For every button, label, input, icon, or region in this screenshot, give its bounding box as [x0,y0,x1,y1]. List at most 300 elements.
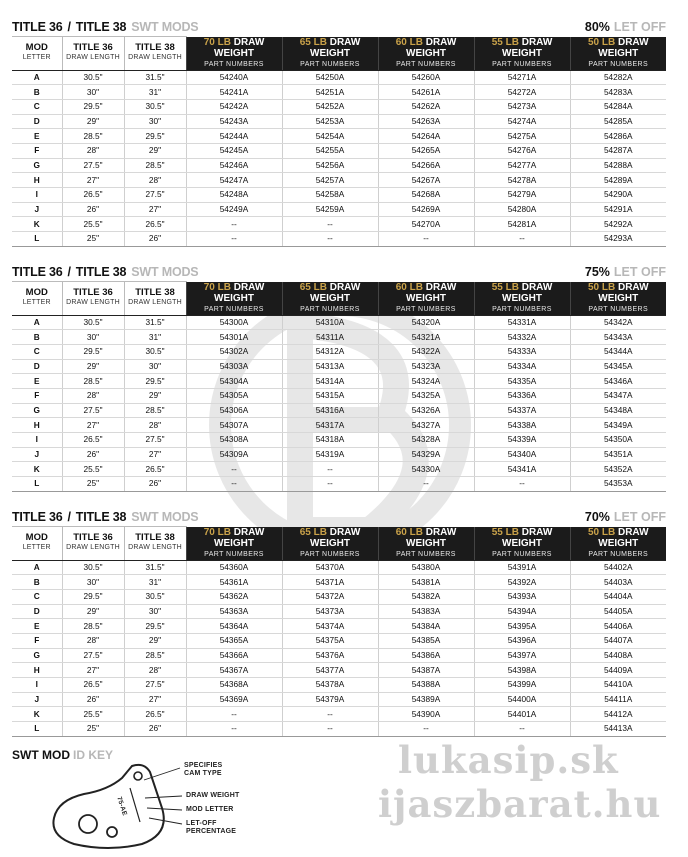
title38-length-cell: 30.5" [124,99,186,114]
table-row [12,359,666,374]
title36-length-cell: 30" [62,575,124,590]
draw-weight-label: DRAW WEIGHT [310,36,361,59]
section-header [12,261,666,281]
part-number-cell: 54240A [186,70,282,85]
part-number-cell: 54270A [378,217,474,232]
part-number-cell: -- [282,477,378,492]
table-row [12,129,666,144]
part-number-cell: 54360A [186,560,282,575]
header-title36-length [62,282,124,316]
part-number-cell: 54409A [570,663,666,678]
part-number-cell: 54292A [570,217,666,232]
part-number-cell: 54266A [378,158,474,173]
title36-length-cell: 29.5" [62,99,124,114]
part-number-cell: 54325A [378,388,474,403]
letoff-label: LET OFF [613,510,666,524]
draw-weight-value: 65 LB [299,36,327,48]
part-number-cell: 54338A [474,418,570,433]
draw-weight-value: 55 LB [491,526,519,538]
part-number-cell: 54404A [570,589,666,604]
part-number-cell: 54310A [282,315,378,330]
part-number-cell: 54312A [282,344,378,359]
title36-length-cell: 26.5" [62,433,124,448]
section-title [12,20,198,34]
part-number-cell: 54285A [570,114,666,129]
part-number-cell: 54323A [378,359,474,374]
part-number-cell: 54390A [378,707,474,722]
part-number-cell: 54343A [570,330,666,345]
title-38: TITLE 38 [75,265,127,279]
part-number-cell: -- [186,707,282,722]
part-number-cell: 54337A [474,403,570,418]
header-title36-length [62,37,124,71]
table-row [12,232,666,247]
part-number-cell: 54395A [474,619,570,634]
title36-length-cell: 30.5" [62,70,124,85]
part-number-cell: 54334A [474,359,570,374]
part-number-cell: 54398A [474,663,570,678]
part-number-cell: 54307A [186,418,282,433]
part-number-cell: -- [282,232,378,247]
part-number-cell: 54410A [570,678,666,693]
part-number-cell: -- [282,462,378,477]
part-number-cell: 54351A [570,447,666,462]
title36-length-cell: 27.5" [62,158,124,173]
draw-weight-label: DRAW WEIGHT [406,281,457,304]
draw-weight-label: DRAW WEIGHT [214,36,265,59]
title36-length-cell: 28.5" [62,374,124,389]
title38-length-cell: 30.5" [124,344,186,359]
table-row [12,114,666,129]
title-slash: / [67,20,71,34]
part-number-cell: 54273A [474,99,570,114]
header-draw-weight [186,282,282,316]
header-mod-letter-label: MOD [25,287,48,299]
title38-length-cell: 26" [124,722,186,737]
part-numbers-label: PART NUMBERS [492,305,552,313]
title36-length-cell: 25.5" [62,707,124,722]
mod-letter-cell: B [12,85,62,100]
part-number-cell: 54381A [378,575,474,590]
part-number-table [12,526,666,737]
draw-weight-value: 60 LB [395,281,423,293]
part-number-cell: 54259A [282,202,378,217]
part-number-cell: 54347A [570,388,666,403]
part-number-cell: 54402A [570,560,666,575]
part-number-cell: 54280A [474,202,570,217]
letoff-label: LET OFF [613,20,666,34]
part-number-cell: -- [474,722,570,737]
section-title [12,510,198,524]
part-numbers-label: PART NUMBERS [204,305,264,313]
title36-length-cell: 26" [62,692,124,707]
part-number-cell: 54305A [186,388,282,403]
part-number-cell: 54397A [474,648,570,663]
letoff-badge [585,510,666,524]
part-number-cell: 54315A [282,388,378,403]
draw-weight-value: 60 LB [395,36,423,48]
part-number-cell: 54341A [474,462,570,477]
part-number-cell: 54384A [378,619,474,634]
title36-length-cell: 25" [62,722,124,737]
table-row [12,692,666,707]
part-number-cell: 54291A [570,202,666,217]
mod-letter-cell: I [12,188,62,203]
title36-length-cell: 27.5" [62,648,124,663]
title36-length-cell: 27" [62,418,124,433]
header-draw-weight [186,37,282,71]
mod-letter-cell: H [12,418,62,433]
part-number-cell: 54303A [186,359,282,374]
part-number-cell: 54261A [378,85,474,100]
part-number-cell: 54302A [186,344,282,359]
draw-weight-value: 70 LB [203,36,231,48]
title36-length-cell: 26.5" [62,188,124,203]
part-number-cell: -- [282,217,378,232]
part-number-cell: 54246A [186,158,282,173]
table-header-row [12,282,666,316]
part-number-cell: 54340A [474,447,570,462]
draw-weight-label: DRAW WEIGHT [598,36,649,59]
swt-mods-label: SWT MODS [131,510,199,524]
table-row [12,678,666,693]
title36-length-cell: 25.5" [62,217,124,232]
part-number-cell: 54408A [570,648,666,663]
part-number-cell: 54368A [186,678,282,693]
mod-letter-cell: F [12,388,62,403]
part-number-cell: 54388A [378,678,474,693]
part-number-cell: -- [186,232,282,247]
part-number-cell: 54293A [570,232,666,247]
header-title38-length-label: TITLE 38 [135,287,175,299]
part-numbers-label: PART NUMBERS [396,60,456,68]
part-numbers-label: PART NUMBERS [204,60,264,68]
part-numbers-label: PART NUMBERS [588,60,649,68]
table-row [12,173,666,188]
mod-letter-cell: H [12,663,62,678]
part-number-cell: 54405A [570,604,666,619]
part-number-cell: 54385A [378,633,474,648]
part-number-table [12,36,666,247]
swt-mods-label: SWT MODS [131,20,199,34]
part-number-cell: 54322A [378,344,474,359]
table-row [12,374,666,389]
title38-length-cell: 27" [124,202,186,217]
part-number-cell: 54264A [378,129,474,144]
part-number-cell: 54263A [378,114,474,129]
table-row [12,143,666,158]
title-slash: / [67,510,71,524]
key-title-strong: SWT MOD [12,748,70,762]
part-number-cell: 54394A [474,604,570,619]
part-number-cell: 54243A [186,114,282,129]
part-number-cell: 54382A [378,589,474,604]
part-number-cell: 54342A [570,315,666,330]
part-number-cell: 54380A [378,560,474,575]
draw-weight-value: 50 LB [587,526,616,538]
part-number-cell: -- [282,707,378,722]
part-number-cell: 54256A [282,158,378,173]
title38-length-cell: 26" [124,477,186,492]
draw-weight-value: 55 LB [491,36,519,48]
title36-length-cell: 25" [62,232,124,247]
table-row [12,388,666,403]
part-numbers-label: PART NUMBERS [204,550,264,558]
mod-letter-cell: A [12,315,62,330]
mod-letter-cell: L [12,722,62,737]
part-number-cell: -- [186,722,282,737]
part-number-cell: 54306A [186,403,282,418]
part-number-cell: 54329A [378,447,474,462]
table-row [12,202,666,217]
header-title36-length-sublabel: DRAW LENGTH [66,54,120,62]
header-title38-length-label: TITLE 38 [135,532,175,544]
title38-length-cell: 29" [124,633,186,648]
mod-letter-cell: K [12,462,62,477]
draw-weight-label: DRAW WEIGHT [214,526,265,549]
part-number-cell: 54274A [474,114,570,129]
letoff-percent: 75% [584,265,610,279]
part-number-table [12,281,666,492]
header-mod-letter-label: MOD [25,532,48,544]
header-mod-letter-label: MOD [25,42,48,54]
header-title38-length [124,282,186,316]
part-number-cell: 54250A [282,70,378,85]
part-number-cell: -- [282,722,378,737]
title38-length-cell: 29.5" [124,129,186,144]
header-mod-letter [12,527,62,561]
draw-weight-value: 55 LB [491,281,519,293]
part-number-cell: 54387A [378,663,474,678]
cam-diagram [12,748,312,853]
mod-letter-cell: J [12,447,62,462]
part-number-cell: 54278A [474,173,570,188]
part-number-cell: 54304A [186,374,282,389]
table-row [12,604,666,619]
title38-length-cell: 31" [124,330,186,345]
part-number-cell: -- [378,722,474,737]
part-number-cell: 54301A [186,330,282,345]
table-row [12,722,666,737]
part-number-cell: 54350A [570,433,666,448]
draw-weight-label: DRAW WEIGHT [502,526,553,549]
part-number-cell: 54393A [474,589,570,604]
part-number-cell: 54363A [186,604,282,619]
title36-length-cell: 26" [62,202,124,217]
part-number-cell: 54251A [282,85,378,100]
part-number-cell: 54396A [474,633,570,648]
header-draw-weight [186,527,282,561]
table-row [12,619,666,634]
mod-letter-cell: C [12,99,62,114]
title38-length-cell: 28" [124,173,186,188]
header-draw-weight [474,37,570,71]
mod-letter-cell: E [12,619,62,634]
part-number-cell: 54370A [282,560,378,575]
title38-length-cell: 27.5" [124,188,186,203]
draw-weight-label: DRAW WEIGHT [406,526,457,549]
part-number-cell: 54386A [378,648,474,663]
part-number-cell: 54366A [186,648,282,663]
title36-length-cell: 30.5" [62,315,124,330]
title36-length-cell: 27" [62,173,124,188]
header-title36-length-label: TITLE 36 [73,287,113,299]
mod-letter-cell: G [12,648,62,663]
mod-letter-cell: F [12,633,62,648]
header-title36-length-label: TITLE 36 [73,42,113,54]
part-number-cell: 54275A [474,129,570,144]
part-number-cell: 54242A [186,99,282,114]
part-number-cell: 54365A [186,633,282,648]
draw-weight-value: 65 LB [299,526,327,538]
title38-length-cell: 30" [124,359,186,374]
title38-length-cell: 29.5" [124,619,186,634]
part-number-cell: 54317A [282,418,378,433]
part-number-cell: 54401A [474,707,570,722]
table-row [12,433,666,448]
part-number-cell: 54248A [186,188,282,203]
table-header-row [12,527,666,561]
part-number-cell: 54269A [378,202,474,217]
header-draw-weight [282,37,378,71]
title38-length-cell: 28.5" [124,648,186,663]
title38-length-cell: 29" [124,388,186,403]
part-number-cell: 54318A [282,433,378,448]
draw-weight-value: 60 LB [395,526,423,538]
part-number-cell: 54324A [378,374,474,389]
title38-length-cell: 29" [124,143,186,158]
part-number-cell: 54349A [570,418,666,433]
title38-length-cell: 31.5" [124,70,186,85]
title38-length-cell: 31.5" [124,560,186,575]
part-numbers-label: PART NUMBERS [492,550,552,558]
draw-weight-label: DRAW WEIGHT [598,281,649,304]
header-draw-weight [474,527,570,561]
part-number-cell: 54308A [186,433,282,448]
part-numbers-label: PART NUMBERS [300,550,360,558]
part-numbers-label: PART NUMBERS [300,60,360,68]
part-number-cell: 54373A [282,604,378,619]
part-number-cell: 54283A [570,85,666,100]
part-number-cell: 54257A [282,173,378,188]
part-number-cell: 54376A [282,648,378,663]
mod-letter-cell: A [12,560,62,575]
part-number-cell: 54267A [378,173,474,188]
part-number-cell: 54249A [186,202,282,217]
part-number-cell: 54279A [474,188,570,203]
mod-letter-cell: I [12,678,62,693]
mod-letter-cell: H [12,173,62,188]
part-numbers-label: PART NUMBERS [588,550,649,558]
part-number-cell: 54348A [570,403,666,418]
key-label-mod-letter: MOD LETTER [186,806,234,813]
part-number-cell: 54391A [474,560,570,575]
draw-weight-value: 50 LB [587,281,616,293]
part-number-cell: 54413A [570,722,666,737]
table-row [12,315,666,330]
part-number-cell: -- [378,477,474,492]
key-title [12,748,113,762]
mod-letter-cell: I [12,433,62,448]
part-number-cell: 54367A [186,663,282,678]
part-number-cell: 54300A [186,315,282,330]
title38-length-cell: 28" [124,418,186,433]
header-draw-weight [570,282,666,316]
part-number-cell: 54369A [186,692,282,707]
draw-weight-label: DRAW WEIGHT [214,281,265,304]
mod-letter-cell: K [12,217,62,232]
part-number-cell: 54319A [282,447,378,462]
title36-length-cell: 25" [62,477,124,492]
part-number-cell: 54333A [474,344,570,359]
part-numbers-label: PART NUMBERS [396,305,456,313]
header-draw-weight [378,282,474,316]
header-title36-length-sublabel: DRAW LENGTH [66,299,120,307]
part-number-cell: 54412A [570,707,666,722]
title36-length-cell: 26.5" [62,678,124,693]
part-number-cell: 54289A [570,173,666,188]
part-number-cell: 54362A [186,589,282,604]
part-number-cell: 54345A [570,359,666,374]
section-title [12,265,198,279]
part-number-cell: 54327A [378,418,474,433]
swt-mods-label: SWT MODS [131,265,199,279]
part-number-cell: 54268A [378,188,474,203]
title38-length-cell: 27" [124,447,186,462]
title38-length-cell: 30.5" [124,589,186,604]
part-number-cell: 54328A [378,433,474,448]
title36-length-cell: 25.5" [62,462,124,477]
table-row [12,663,666,678]
table-header-row [12,37,666,71]
part-number-cell: -- [186,217,282,232]
part-number-cell: 54331A [474,315,570,330]
part-number-cell: 54271A [474,70,570,85]
header-mod-letter [12,282,62,316]
part-number-cell: 54326A [378,403,474,418]
part-number-cell: 54262A [378,99,474,114]
part-number-cell: 54282A [570,70,666,85]
section-header [12,16,666,36]
draw-weight-label: DRAW WEIGHT [502,281,553,304]
title-36: TITLE 36 [12,265,63,279]
header-draw-weight [570,37,666,71]
table-row [12,477,666,492]
table-row [12,462,666,477]
part-number-cell: 54272A [474,85,570,100]
mod-letter-cell: D [12,359,62,374]
part-number-cell: 54311A [282,330,378,345]
title38-length-cell: 28.5" [124,158,186,173]
letoff-label: LET OFF [613,265,666,279]
part-number-cell: 54361A [186,575,282,590]
part-number-cell: 54346A [570,374,666,389]
table-row [12,99,666,114]
table-row [12,418,666,433]
draw-weight-label: DRAW WEIGHT [310,281,361,304]
draw-weight-value: 70 LB [203,281,231,293]
header-draw-weight [282,282,378,316]
title38-length-cell: 27" [124,692,186,707]
part-number-cell: 54245A [186,143,282,158]
letoff-badge [585,20,666,34]
draw-weight-label: DRAW WEIGHT [310,526,361,549]
part-number-cell: 54411A [570,692,666,707]
part-number-cell: 54389A [378,692,474,707]
part-number-cell: 54383A [378,604,474,619]
mod-letter-cell: L [12,232,62,247]
part-number-cell: 54276A [474,143,570,158]
